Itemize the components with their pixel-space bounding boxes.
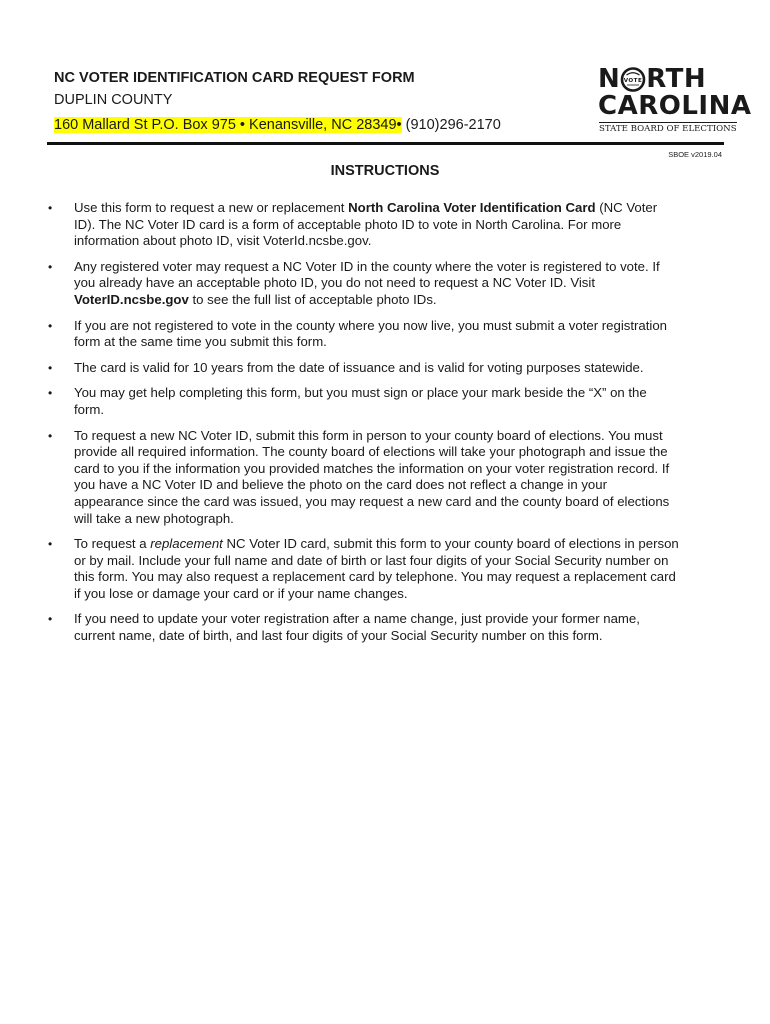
bullet-icon: • [48, 318, 53, 333]
bullet-icon: • [48, 428, 53, 443]
item-text: The card is valid for 10 years from the date of issuance and is valid for voting purposes statewide. [74, 359, 644, 375]
item-text: To request a [74, 536, 151, 552]
bullet-icon: • [48, 201, 53, 215]
list-item [40, 259, 680, 309]
item-text-cont: (NC Voter ID). The NC Voter ID card is a form of acceptable photo ID to vote in North Carolina. For more information about photo ID, visit VoterId.ncsbe.gov. [74, 200, 658, 249]
list-item [40, 611, 680, 644]
item-text: If you need to update your voter registration after a name change, just provide your former name, current name, date of birth, and last four digits of your Social Security number on this form. [74, 611, 640, 644]
form-version: SBOE v2019.04 [668, 150, 722, 159]
form-title: NC VOTER IDENTIFICATION CARD REQUEST FORM [54, 70, 415, 86]
header-divider [47, 142, 724, 145]
list-item [40, 360, 680, 377]
list-item [40, 385, 680, 418]
voterid-link-text: VoterID.ncsbe.gov [74, 291, 189, 307]
list-item [40, 318, 680, 351]
item-text: To request a new NC Voter ID, submit this form in person to your county board of elections. You must provide all required information. The county board of elections will take your photograph and issue the card to you if the information you provided matches the information on your voter registration record. If you have a NC Voter ID and believe the photo on the card does not reflect a change in your appearance since the card was issued, you may request a new card and the county board of elections will take a new photograph. [74, 427, 670, 526]
bullet-icon: • [48, 386, 53, 401]
bullet-icon: • [48, 537, 53, 552]
list-item [40, 536, 680, 602]
item-text: Any registered voter may request a NC Voter ID in the county where the voter is registered to vote. If you already have an acceptable photo ID, you do not need to request a NC Voter ID. Visit [74, 258, 660, 291]
form-header [54, 70, 534, 134]
nc-state-board-logo [598, 64, 752, 134]
logo-carolina: CAROLINA [598, 91, 752, 121]
item-bold-text: North Carolina Voter Identification Card [348, 200, 596, 215]
instructions-heading: INSTRUCTIONS [330, 163, 440, 179]
bullet-icon: • [48, 612, 53, 627]
seal-vote-text: VOTE [623, 78, 643, 85]
item-text-cont: to see the full list of acceptable photo IDs. [188, 291, 437, 307]
item-text: If you are not registered to vote in the county where you now live, you must submit a voter registration form at the same time you submit this form. [74, 317, 668, 350]
logo-subtitle: STATE BOARD OF ELECTIONS [599, 124, 737, 134]
county-address: 160 Mallard St P.O. Box 975 • Kenansville, NC 28349• [54, 117, 402, 133]
instructions-list [40, 200, 680, 654]
contact-line [54, 117, 534, 134]
item-text-cont: NC Voter ID card, submit this form to your county board of elections in person or by mail. Include your full name and date of birth or last four digits of your Social Security number on this form. You may also request a replacement card by telephone. You may request a replacement card if you lose or damage your card or if your name changes. [74, 536, 679, 601]
list-item [40, 428, 680, 528]
logo-north-n: N [598, 64, 621, 94]
item-text: Use this form to request a new or replacement [74, 200, 349, 215]
county-name: DUPLIN COUNTY [54, 92, 173, 108]
list-item [40, 200, 680, 250]
item-italic-text: replacement [150, 536, 223, 552]
item-text: You may get help completing this form, but you must sign or place your mark beside the “X” on the form. [74, 385, 647, 417]
bullet-icon: • [48, 360, 53, 375]
county-phone: (910)296-2170 [401, 117, 501, 133]
bullet-icon: • [48, 259, 53, 274]
logo-north-rth: RTH [646, 64, 707, 94]
